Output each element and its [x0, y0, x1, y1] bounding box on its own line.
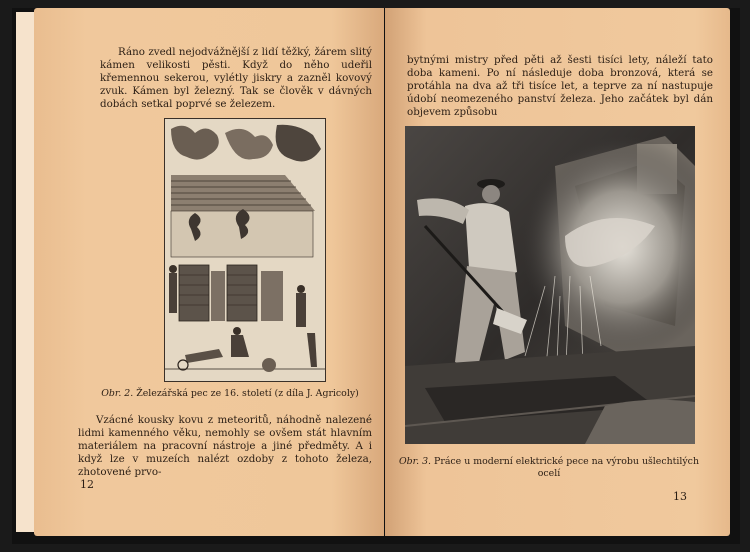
- right-page-number: 13: [673, 490, 687, 503]
- left-paragraph-2: Vzácné kousky kovu z meteoritů, náhodně nalezené lidmi kamenného věku, nemohly se ovšem stát hlavním materiálem na pracovní nástroje a jiné předměty. A i když lze v muzeích nalézt ozdoby z tohoto železa, zhotovené prvo-: [78, 414, 372, 479]
- right-figure-caption: [399, 456, 699, 480]
- left-caption-text: Železářská pec ze 16. století (z díla J. Agricoly): [136, 388, 359, 399]
- right-page: [385, 8, 730, 536]
- page-edge: [16, 12, 36, 532]
- left-page-number: 12: [80, 478, 94, 491]
- left-caption-label: Obr. 2.: [101, 388, 134, 399]
- right-caption-label: Obr. 3.: [399, 456, 432, 467]
- right-text-block-1: [407, 54, 713, 119]
- left-text-block-1: [100, 46, 372, 111]
- figure-electric-furnace-photo: [405, 126, 695, 444]
- left-paragraph-1: Ráno zvedl nejodvážnější z lidí těžký, žárem slitý kámen velikosti pěsti. Když do něho udeřil křemennou sekerou, vylétly jiskry a zazněl kovový zvuk. Kámen byl železný. Tak se člověk v dávných dobách setkal poprvé se železem.: [100, 46, 372, 111]
- open-book: [12, 8, 740, 544]
- furnace-photo-illustration: [405, 126, 695, 444]
- left-text-block-2: [78, 414, 372, 479]
- left-figure-caption: [80, 388, 380, 400]
- woodcut-illustration: [165, 119, 325, 381]
- left-page: [34, 8, 384, 536]
- figure-iron-furnace-woodcut: [164, 118, 326, 382]
- right-paragraph-1: bytnými mistry před pěti až šesti tisíci lety, náleží tato doba kameni. Po ní následuje doba bronzová, která se protáhla na dva až tři tisíce let, a teprve za ní nastupuje údobí neomezeného panství železa. Jeho začátek byl dán objevem způsobu: [407, 54, 713, 119]
- right-caption-text: Práce u moderní elektrické pece na výrobu ušlechtilých ocelí: [434, 456, 699, 479]
